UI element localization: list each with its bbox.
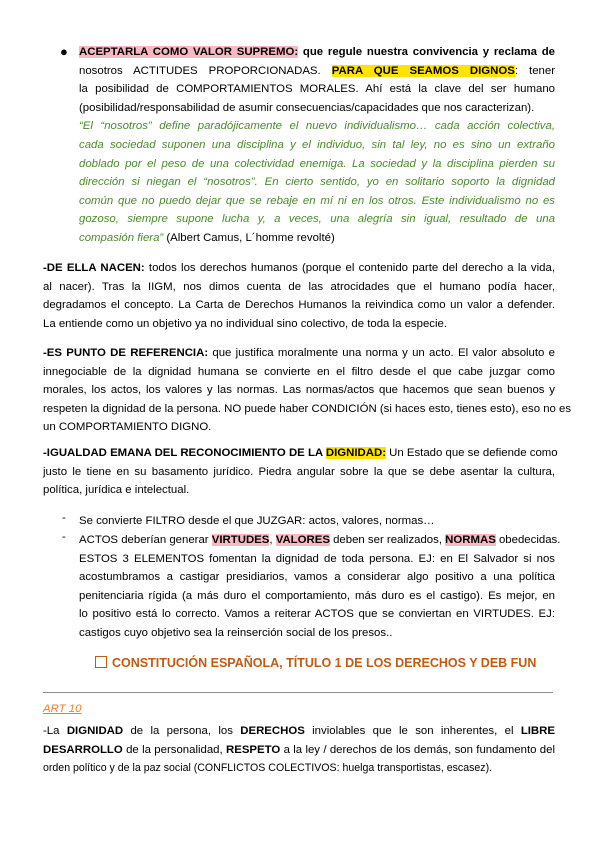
paragraph-punto-de-referencia: -ES PUNTO DE REFERENCIA: que justifica moralmente una norma y un acto. El valor absoluto e innegociable de la dignidad humana se convierte en el filtro desde el que cabe juzgar como morales, los actos, los valores y las normas. Las normas/actos que hacemos que sean buenos y respeten la dignidad de la persona. NO puede haber CONDICIÓN (si haces esto, tienes esto), eso no es un COMPORTAMIENTO DIGNO. <box>43 347 572 434</box>
bullet1-line4: (posibilidad/responsabilidad de asumir consecuencias/capacidades que nos caracterizan). <box>79 101 535 114</box>
bullet1-line2: nosotros ACTITUDES PROPORCIONADAS. PARA QUE SEAMOS DIGNOS: tener <box>79 64 555 77</box>
dash-bullet-icon: - <box>62 512 66 524</box>
bullet-supreme-value <box>79 43 555 248</box>
quote-attribution: (Albert Camus, L´homme revolté) <box>163 231 335 244</box>
article-title: ART 10 <box>43 703 82 715</box>
bullet-icon: ● <box>60 44 68 59</box>
dash-item-actos: ACTOS deberían generar VIRTUDES, VALORES deben ser realizados, NORMAS obedecidas. ESTOS 3 ELEMENTOS fomentan la dignidad de toda persona. EJ: en El Salvador si nos acostumbramos a castigar presidiarios, vamos a considerar algo positivo a una política penitenciaria rígida (a más duro el comportamiento, más duro es el castigo). Es mejor, en lo positivo está lo correcto. Vamos a reiterar ACTOS que se conviertan en VIRTUDES. EJ: castigos cuyo objetivo sea la reinserción social de los presos.. <box>79 534 561 639</box>
paragraph-de-ella-nacen: -DE ELLA NACEN: todos los derechos humanos (porque el contenido parte del derecho a la vida, al nacer). Tras la IIGM, nos dimos cuenta de las atrocidades que el humano podía hacer, degradamos el concepto. La Carta de Derechos Humanos la reivindica como un valor a defender. La entiende como un objetivo ya no individual sino colectivo, de toda la especie. <box>43 262 555 330</box>
quote-line: común que no puedo dejar que se rebaje en mí ni en los otros. Este individualismo no es <box>79 194 555 207</box>
dash-bullet-icon: - <box>62 531 66 543</box>
paragraph-label: -IGUALDAD EMANA DEL RECONOCIMIENTO DE LA <box>43 447 326 459</box>
bullet1-line1: ACEPTARLA COMO VALOR SUPREMO: que regule nuestra convivencia y reclama de <box>79 46 555 58</box>
dash-item-filtro: Se convierte FILTRO desde el que JUZGAR: actos, valores, normas… <box>79 515 435 527</box>
horizontal-divider <box>43 692 553 693</box>
quote-line: “El “nosotros” define paradójicamente el nuevo individualismo… cada acción colectiva, <box>79 120 555 133</box>
quote-line: cada sociedad suponen una disciplina y el individuo, sin tal ley, no es sino un extraño <box>79 138 555 151</box>
quote-line: dirección si niegan el “nosotros”. En cierto sentido, yo en solitario soporto la dignidad <box>79 176 555 189</box>
section-heading: CONSTITUCIÓN ESPAÑOLA, TÍTULO 1 DE LOS DERECHOS Y DEB FUN <box>95 656 536 670</box>
paragraph-art-10: -La DIGNIDAD de la persona, los DERECHOS inviolables que le son inherentes, el LIBRE DESARROLLO de la personalidad, RESPETO a la ley / derechos de los demás, son fundamento del orden político y de la paz social (CONFLICTOS COLECTIVOS: huelga transportistas, escasez). <box>43 725 555 775</box>
checkbox-square-icon <box>95 656 107 668</box>
bullet1-line3: la posibilidad de COMPORTAMIENTOS MORALES. Ahí está la clave del ser humano <box>79 83 555 96</box>
quote-line: doblado por el peso de una colectividad enemiga. La sociedad y la disciplina pierden su <box>79 157 555 170</box>
paragraph-igualdad: -IGUALDAD EMANA DEL RECONOCIMIENTO DE LA DIGNIDAD: Un Estado que se defiende como justo le tiene en su basamento jurídico. Piedra angular sobre la que se debe asentar la cultura, política, jurídica e intelectual. <box>43 447 558 497</box>
paragraph-label: -ES PUNTO DE REFERENCIA: <box>43 347 209 359</box>
quote-last-line: compasión fiera” (Albert Camus, L´homme revolté) <box>79 231 335 244</box>
quote-line: gozoso, siempre supone lucha y, a veces, una alegría sin igual, resultado de una <box>79 213 555 226</box>
paragraph-label: -DE ELLA NACEN: <box>43 262 145 274</box>
